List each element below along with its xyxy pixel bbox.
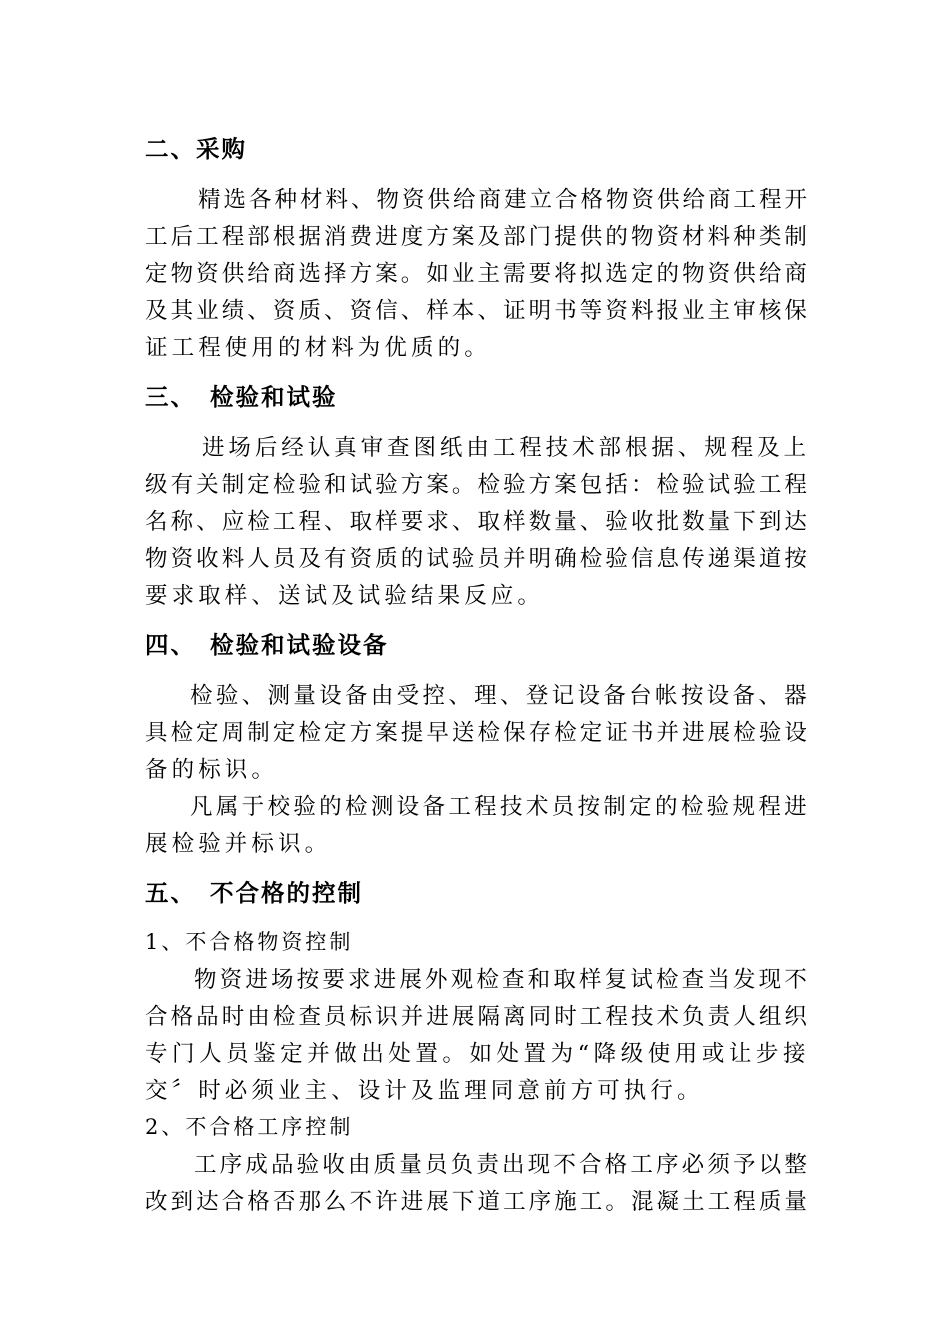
paragraph-line: 进场后经认真审查图纸由工程技术部根据、规程及上: [202, 435, 810, 461]
paragraph-line: 定物资供给商选择方案。如业主需要将拟选定的物资供给商: [145, 261, 810, 287]
section-title: 检验和试验: [210, 383, 338, 411]
paragraph-line: 级有关制定检验和试验方案。检验方案包括：检验试验工程: [145, 472, 810, 498]
section-title: 采购: [196, 135, 247, 163]
paragraph-line: 凡属于校验的检测设备工程技术员按制定的检验规程进: [190, 794, 810, 820]
section-heading-nonconformity-control: [145, 878, 363, 908]
paragraph-line: 展检验并标识。: [145, 831, 332, 857]
subsection-label: 2、不合格工序控制: [145, 1115, 354, 1139]
paragraph-line: 合格品时由检查员标识并进展隔离同时工程技术负责人组织: [145, 1004, 810, 1030]
section-title: 检验和试验设备: [210, 631, 389, 659]
paragraph-line: 要求取样、送试及试验结果反应。: [145, 583, 545, 609]
section-title: 不合格的控制: [210, 879, 363, 907]
paragraph-line: 交〞时必须业主、设计及监理同意前方可执行。: [145, 1078, 704, 1104]
paragraph-line: 名称、应检工程、取样要求、取样数量、验收批数量下到达: [145, 509, 810, 535]
paragraph-line: 专门人员鉴定并做出处置。如处置为“降级使用或让步接: [145, 1041, 810, 1067]
paragraph-line: 精选各种材料、物资供给商建立合格物资供给商工程开: [198, 187, 810, 213]
paragraph-line: 检验、测量设备由受控、理、登记设备台帐按设备、器: [190, 683, 810, 709]
paragraph-line: 物资收料人员及有资质的试验员并明确检验信息传递渠道按: [145, 546, 810, 572]
paragraph-line: 改到达合格否那么不许进展下道工序施工。混凝土工程质量: [145, 1189, 810, 1215]
subsection-label: 1、不合格物资控制: [145, 930, 354, 954]
section-heading-procurement: [145, 134, 247, 164]
paragraph-line: 物资进场按要求进展外观检查和取样复试检查当发现不: [194, 967, 810, 993]
section-number: 二、: [145, 135, 196, 163]
paragraph-line: 具检定周制定检定方案提早送检保存检定证书并进展检验设: [145, 720, 810, 746]
section-heading-testing-equipment: [145, 630, 389, 660]
paragraph-line: 证工程使用的材料为优质的。: [145, 335, 491, 361]
paragraph-line: 备的标识。: [145, 757, 279, 783]
paragraph-line: 工后工程部根据消费进度方案及部门提供的物资材料种类制: [145, 224, 810, 250]
section-number: 五、: [145, 879, 196, 907]
paragraph-line: 工序成品验收由质量员负责出现不合格工序必须予以整: [194, 1152, 810, 1178]
paragraph-line: 及其业绩、资质、资信、样本、证明书等资料报业主审核保: [145, 298, 810, 324]
section-number: 三、: [145, 383, 196, 411]
section-heading-inspection-testing: [145, 382, 338, 412]
section-number: 四、: [145, 631, 196, 659]
